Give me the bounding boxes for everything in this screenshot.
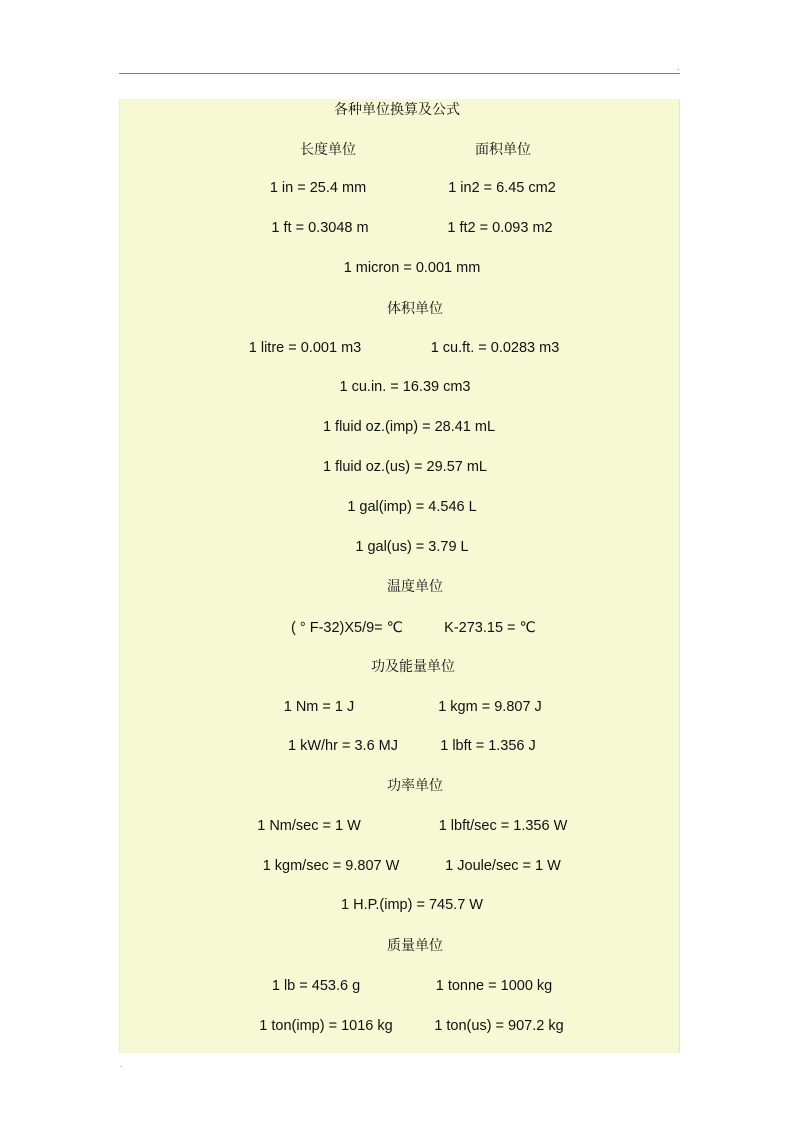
work-energy-heading-row — [120, 655, 679, 679]
mass-row-1 — [120, 974, 679, 998]
power-nmsec-w: 1 Nm/sec = 1 W — [257, 818, 361, 834]
temperature-heading: 温度单位 — [387, 579, 443, 595]
volume-cuft-m3: 1 cu.ft. = 0.0283 m3 — [430, 340, 560, 356]
page-title: 各种单位换算及公式 — [334, 102, 460, 118]
power-row-1 — [120, 814, 679, 838]
volume-litre-m3: 1 litre = 0.001 m3 — [248, 340, 362, 356]
power-kgmsec-w: 1 kgm/sec = 9.807 W — [262, 858, 400, 874]
temperature-kelvin-formula: K-273.15 = ℃ — [444, 620, 536, 636]
volume-row-1 — [120, 336, 679, 360]
energy-kgm-j: 1 kgm = 9.807 J — [438, 699, 542, 715]
volume-gal-imp: 1 gal(imp) = 4.546 L — [347, 499, 477, 515]
unit-conversion-panel — [119, 99, 680, 1053]
mass-ton-us-kg: 1 ton(us) = 907.2 kg — [434, 1018, 564, 1034]
energy-lbft-j: 1 lbft = 1.356 J — [440, 738, 536, 754]
area-in2-cm2: 1 in2 = 6.45 cm2 — [448, 180, 556, 196]
power-row-3 — [120, 893, 679, 917]
work-energy-row-1 — [120, 695, 679, 719]
volume-heading-row — [120, 297, 679, 321]
title-row — [120, 98, 679, 122]
mass-heading: 质量单位 — [387, 938, 443, 954]
section-headings-row — [120, 138, 679, 162]
volume-row-3 — [120, 415, 679, 439]
length-area-row-1 — [120, 176, 679, 200]
volume-fluid-oz-imp: 1 fluid oz.(imp) = 28.41 mL — [322, 419, 496, 435]
volume-row-2 — [120, 375, 679, 399]
energy-nm-j: 1 Nm = 1 J — [283, 699, 355, 715]
mass-ton-imp-kg: 1 ton(imp) = 1016 kg — [259, 1018, 393, 1034]
length-heading: 长度单位 — [300, 142, 356, 158]
area-ft2-m2: 1 ft2 = 0.093 m2 — [447, 220, 553, 236]
volume-fluid-oz-us: 1 fluid oz.(us) = 29.57 mL — [322, 459, 488, 475]
work-energy-row-2 — [120, 734, 679, 758]
header-rule — [119, 73, 680, 74]
power-heading-row — [120, 774, 679, 798]
work-energy-heading: 功及能量单位 — [371, 659, 455, 675]
footer-mark: . — [120, 1060, 123, 1069]
power-joulesec-w: 1 Joule/sec = 1 W — [445, 858, 561, 874]
length-ft-m: 1 ft = 0.3048 m — [271, 220, 369, 236]
length-in-mm: 1 in = 25.4 mm — [269, 180, 367, 196]
volume-row-6 — [120, 535, 679, 559]
energy-kwhr-mj: 1 kW/hr = 3.6 MJ — [288, 738, 398, 754]
header-mark: . — [677, 63, 680, 72]
power-hp-w: 1 H.P.(imp) = 745.7 W — [341, 897, 483, 913]
power-row-2 — [120, 854, 679, 878]
volume-gal-us: 1 gal(us) = 3.79 L — [355, 539, 469, 555]
length-area-row-2 — [120, 216, 679, 240]
length-row-3 — [120, 256, 679, 280]
temperature-row — [120, 616, 679, 640]
volume-row-4 — [120, 455, 679, 479]
volume-heading: 体积单位 — [387, 301, 443, 317]
mass-row-2 — [120, 1014, 679, 1038]
mass-lb-g: 1 lb = 453.6 g — [271, 978, 361, 994]
mass-heading-row — [120, 934, 679, 958]
volume-row-5 — [120, 495, 679, 519]
temperature-fahrenheit-formula: ( ° F-32)X5/9= ℃ — [291, 620, 403, 636]
length-micron-mm: 1 micron = 0.001 mm — [343, 260, 481, 276]
volume-cuin-cm3: 1 cu.in. = 16.39 cm3 — [339, 379, 471, 395]
area-heading: 面积单位 — [475, 142, 531, 158]
mass-tonne-kg: 1 tonne = 1000 kg — [435, 978, 553, 994]
power-lbftsec-w: 1 lbft/sec = 1.356 W — [438, 818, 568, 834]
power-heading: 功率单位 — [387, 778, 443, 794]
temperature-heading-row — [120, 575, 679, 599]
